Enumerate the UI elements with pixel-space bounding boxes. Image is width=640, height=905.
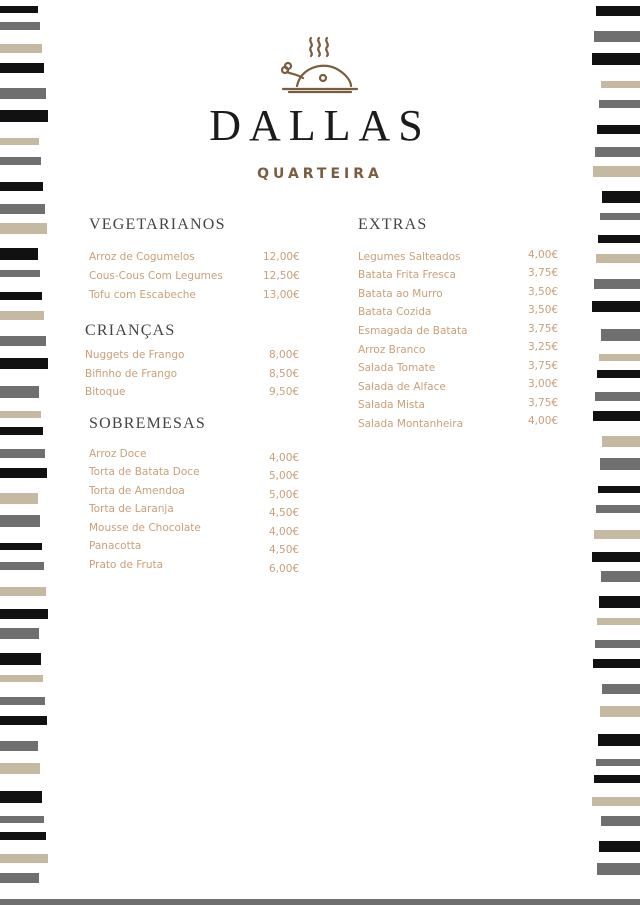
border-stripe [592, 301, 640, 312]
menu-item-name: Cous-Cous Com Legumes [89, 270, 223, 282]
border-stripe [597, 618, 640, 625]
border-stripe [0, 653, 41, 665]
border-stripe [598, 486, 640, 493]
border-stripe [600, 706, 640, 717]
menu-item-name: Salada Tomate [358, 362, 436, 374]
menu-item-name: Mousse de Chocolate [89, 522, 201, 534]
border-stripe [599, 596, 640, 608]
menu-item-price: 3,75€ [528, 267, 559, 279]
menu-item-price: 4,50€ [269, 544, 300, 556]
border-stripe [599, 354, 640, 361]
menu-item-name: Panacotta [89, 540, 142, 552]
menu-item-name: Batata Cozida [358, 306, 432, 318]
border-stripe [0, 6, 38, 13]
menu-item-price: 3,75€ [528, 397, 559, 409]
border-stripe [0, 628, 39, 639]
border-stripe [601, 571, 640, 582]
border-stripe [0, 791, 42, 803]
border-stripe [600, 213, 640, 220]
menu-item-price: 12,50€ [263, 270, 300, 282]
border-stripe [0, 63, 44, 73]
section-title-vegetarianos: VEGETARIANOS [89, 216, 226, 233]
border-stripe [593, 659, 640, 668]
border-stripe [0, 609, 48, 619]
border-stripe [598, 734, 640, 746]
border-stripe [597, 863, 640, 875]
border-stripe [594, 279, 640, 289]
roast-chicken-steam-icon [277, 34, 361, 98]
border-stripe [0, 675, 43, 682]
border-stripe [596, 759, 640, 766]
menu-item-name: Batata Frita Fresca [358, 269, 456, 281]
section-title-extras: EXTRAS [358, 216, 428, 233]
border-stripe [602, 684, 640, 694]
border-stripe [0, 204, 45, 214]
menu-item-price: 6,00€ [269, 563, 300, 575]
border-stripe [592, 797, 640, 806]
border-stripe [592, 552, 640, 562]
border-stripe [594, 775, 640, 783]
border-stripe [0, 468, 47, 478]
menu-item-name: Prato de Fruta [89, 559, 164, 571]
menu-item-price: 12,00€ [263, 251, 300, 263]
menu-item-price: 4,00€ [528, 249, 559, 261]
border-stripe [0, 493, 38, 504]
border-stripe [0, 832, 46, 840]
border-stripe [594, 530, 640, 539]
border-stripe [0, 763, 40, 774]
border-stripe [602, 436, 640, 447]
menu-item-name: Batata ao Murro [358, 288, 443, 300]
border-stripe [601, 81, 640, 88]
menu-item-name: Torta de Amendoa [89, 485, 185, 497]
border-stripe [0, 543, 42, 550]
menu-item-name: Legumes Salteados [358, 251, 461, 263]
menu-item-name: Esmagada de Batata [358, 325, 468, 337]
border-stripe [0, 716, 47, 725]
menu-item-name: Salada de Alface [358, 381, 446, 393]
menu-item-price: 8,00€ [269, 349, 300, 361]
border-stripe [595, 392, 640, 401]
border-stripe [0, 449, 45, 458]
border-stripe [595, 640, 640, 648]
border-stripe [596, 6, 640, 16]
border-stripe [0, 873, 39, 883]
border-stripe [0, 587, 46, 596]
border-stripe [601, 816, 640, 826]
menu-item-name: Tofu com Escabeche [89, 289, 196, 301]
menu-item-name: Bifinho de Frango [85, 368, 178, 380]
border-stripe [0, 182, 43, 191]
border-stripe [0, 854, 48, 863]
menu-item-price: 5,00€ [269, 470, 300, 482]
menu-item-name: Salada Montanheira [358, 418, 464, 430]
border-stripe [0, 311, 44, 320]
border-stripe [602, 191, 640, 203]
border-stripe [0, 816, 44, 823]
border-stripe [0, 411, 41, 418]
restaurant-location: QUARTEIRA [257, 166, 383, 182]
menu-item-name: Nuggets de Frango [85, 349, 185, 361]
border-stripe [0, 562, 44, 570]
menu-item-name: Arroz Doce [89, 448, 147, 460]
section-title-criancas: CRIANÇAS [85, 322, 176, 339]
border-stripe [0, 223, 47, 234]
border-stripe [0, 336, 46, 346]
border-stripe [0, 88, 46, 99]
border-stripe [597, 370, 640, 378]
menu-item-name: Bitoque [85, 386, 126, 398]
border-stripe [600, 458, 640, 470]
menu-item-price: 4,00€ [528, 415, 559, 427]
border-stripe [0, 44, 42, 53]
border-stripe [601, 329, 640, 341]
menu-item-price: 13,00€ [263, 289, 300, 301]
border-stripe [0, 427, 43, 435]
menu-item-name: Salada Mista [358, 399, 425, 411]
menu-item-price: 3,75€ [528, 323, 559, 335]
border-stripe [596, 254, 640, 263]
menu-item-price: 8,50€ [269, 368, 300, 380]
border-stripe [0, 358, 48, 369]
menu-item-name: Torta de Batata Doce [89, 466, 200, 478]
menu-item-price: 5,00€ [269, 489, 300, 501]
border-stripe [0, 292, 42, 300]
border-stripe [593, 411, 640, 421]
bottom-border [0, 899, 640, 905]
menu-item-name: Arroz Branco [358, 344, 426, 356]
menu-item-price: 9,50€ [269, 386, 300, 398]
menu-item-price: 3,25€ [528, 341, 559, 353]
section-title-sobremesas: SOBREMESAS [89, 415, 206, 432]
menu-item-price: 3,50€ [528, 286, 559, 298]
border-stripe [596, 505, 640, 513]
menu-item-name: Arroz de Cogumelos [89, 251, 195, 263]
border-stripe [0, 22, 40, 30]
menu-item-name: Torta de Laranja [89, 503, 174, 515]
border-stripe [0, 270, 40, 277]
menu-item-price: 3,75€ [528, 360, 559, 372]
border-stripe [598, 235, 640, 243]
menu-item-price: 3,50€ [528, 304, 559, 316]
border-stripe [0, 248, 38, 260]
border-stripe [599, 841, 640, 852]
restaurant-name: DALLAS [209, 101, 431, 150]
border-stripe [0, 741, 38, 751]
border-stripe [594, 31, 640, 42]
menu-item-price: 4,00€ [269, 452, 300, 464]
menu-item-price: 4,50€ [269, 507, 300, 519]
border-stripe [592, 53, 640, 65]
menu-item-price: 4,00€ [269, 526, 300, 538]
border-stripe [0, 157, 41, 165]
border-stripe [0, 515, 40, 527]
border-stripe [0, 386, 39, 398]
menu-item-price: 3,00€ [528, 378, 559, 390]
border-stripe [0, 697, 45, 705]
